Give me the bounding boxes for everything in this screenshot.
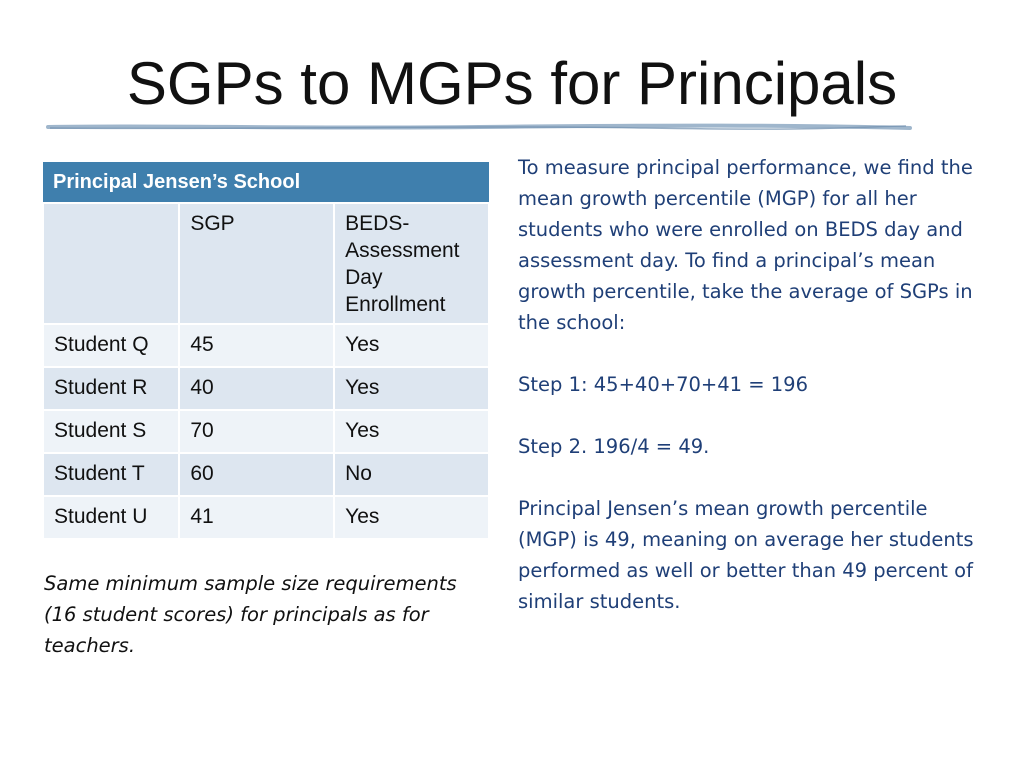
explanation-intro: To measure principal performance, we find the mean growth percentile (MGP) for all her students who were enrolled on BEDS day and assessment day. To find a principal’s mean growth percentile, take the average of SGPs in the school: bbox=[518, 156, 973, 334]
student-name: Student T bbox=[43, 453, 179, 496]
explanation-text bbox=[518, 152, 988, 617]
column-header-sgp: SGP bbox=[179, 203, 334, 324]
table-row bbox=[43, 367, 489, 410]
student-enrolled: No bbox=[334, 453, 489, 496]
sample-size-note: Same minimum sample size requirements (16 student scores) for principals as for teachers. bbox=[44, 572, 457, 657]
table-header: Principal Jensen’s School bbox=[43, 162, 489, 203]
title-underline bbox=[46, 122, 912, 132]
table-row bbox=[43, 410, 489, 453]
table-row bbox=[43, 496, 489, 539]
table-row bbox=[43, 453, 489, 496]
student-enrolled: Yes bbox=[334, 367, 489, 410]
student-enrolled: Yes bbox=[334, 496, 489, 539]
principal-school-table bbox=[42, 162, 490, 540]
table-column-headers bbox=[43, 203, 489, 324]
student-sgp: 40 bbox=[179, 367, 334, 410]
table-row bbox=[43, 324, 489, 367]
student-sgp: 60 bbox=[179, 453, 334, 496]
column-header-enrollment bbox=[334, 203, 489, 324]
explanation-step-1: Step 1: 45+40+70+41 = 196 bbox=[518, 373, 808, 396]
explanation-conclusion: Principal Jensen’s mean growth percentile (MGP) is 49, meaning on average her students performed as well or better than 49 percent of similar students. bbox=[518, 497, 974, 613]
student-name: Student U bbox=[43, 496, 179, 539]
column-header-student bbox=[43, 203, 179, 324]
explanation-step-2: Step 2. 196/4 = 49. bbox=[518, 435, 710, 458]
student-enrolled: Yes bbox=[334, 324, 489, 367]
student-name: Student Q bbox=[43, 324, 179, 367]
column-header-enrollment-text: BEDS-Assessment Day Enrollment bbox=[345, 212, 460, 316]
student-sgp: 41 bbox=[179, 496, 334, 539]
student-sgp: 70 bbox=[179, 410, 334, 453]
student-enrolled: Yes bbox=[334, 410, 489, 453]
student-name: Student R bbox=[43, 367, 179, 410]
slide-title: SGPs to MGPs for Principals bbox=[126, 50, 898, 117]
student-name: Student S bbox=[43, 410, 179, 453]
student-sgp: 45 bbox=[179, 324, 334, 367]
